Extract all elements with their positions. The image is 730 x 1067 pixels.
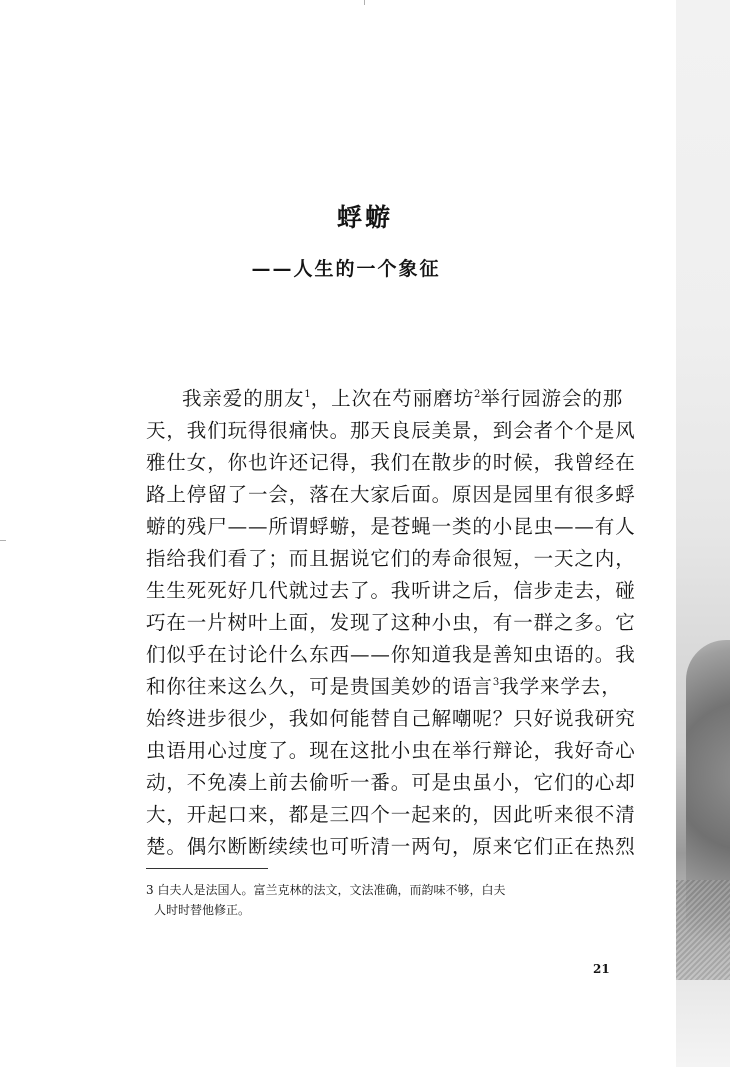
body-line: 始终进步很少，我如何能替自己解嘲呢？只好说我研究 [146,707,636,730]
footnote-line: 人时时替他修正。 [154,903,251,917]
footnote-number: 3 [146,883,154,897]
body-line: 虫语用心过度了。现在这批小虫在举行辩论，我好奇心 [146,739,636,762]
body-line: 巧在一片树叶上面，发现了这种小虫，有一群之多。它 [146,611,636,634]
body-text [146,383,636,863]
body-line: 蝣的残尸——所谓蜉蝣，是苍蝇一类的小昆虫——有人 [146,515,636,538]
scan-registration-mark [364,0,365,5]
body-line: 指给我们看了；而且据说它们的寿命很短，一天之内， [146,547,636,570]
chapter-title: 蜉蝣 [336,203,393,232]
scan-registration-mark [0,540,6,541]
body-line: 雅仕女，你也许还记得，我们在散步的时候，我曾经在 [146,451,636,474]
body-line: 路上停留了一会，落在大家后面。原因是园里有很多蜉 [146,483,636,506]
page-number: 21 [593,962,610,976]
body-line: 和你往来这么久，可是贵国美妙的语言$^3$我学来学去， [146,675,622,698]
footnote-divider [146,868,268,869]
body-line: 楚。偶尔断断续续也可听清一两句，原来它们正在热烈 [146,835,636,858]
footnote-ref-2: 2 [473,389,481,400]
footnote-line: 3 白夫人是法国人。富兰克林的法文，文法准确，而韵味不够，白夫 [146,883,506,897]
body-line: 生生死死好几代就过去了。我听讲之后，信步走去，碰 [146,579,636,602]
adjacent-page-photo [676,0,730,1067]
footnote-ref-1: 1 [304,389,311,400]
body-line: 动，不免凑上前去偷听一番。可是虫虽小，它们的心却 [146,771,636,794]
footnote-ref-3: 3 [492,677,500,688]
chapter-subtitle: ——人生的一个象征 [251,258,441,280]
body-line: 天，我们玩得很痛快。那天良辰美景，到会者个个是风 [146,419,636,442]
footnote [146,880,586,920]
body-line: 们似乎在讨论什么东西——你知道我是善知虫语的。我 [146,643,636,666]
body-line: 我亲爱的朋友$^1$，上次在芍丽磨坊$^2$举行园游会的那 [182,387,624,410]
body-line: 大，开起口来，都是三四个一起来的，因此听来很不清 [146,803,636,826]
